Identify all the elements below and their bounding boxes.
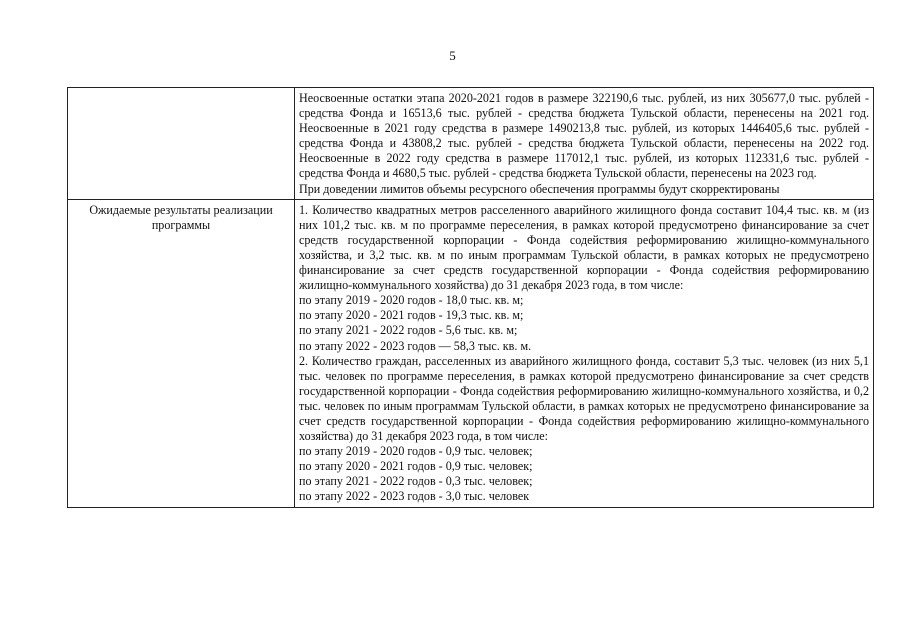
funding-carryover-paragraph: Неосвоенные остатки этапа 2020-2021 годов в размере 322190,6 тыс. рублей, из них 305677,0 тыс. рублей - средства Фонда и 16513,6 тыс. рублей - средства бюджета Тульской области, перенесены на 2021 год. Неосвоенные в 2021 году средства в размере 1490213,8 тыс. рублей, из которых 1446405,6 тыс. рублей - средства Фонда и 43808,2 тыс. рублей - средства бюджета Тульской области, перенесены на 2022 год. Неосвоенные в 2022 году средства в размере 117012,1 тыс. рублей, из которых 112331,6 тыс. рублей - средства Фонда и 4680,5 тыс. рублей - средства бюджета Тульской области, перенесены на 2023 год.: [299, 91, 869, 181]
result-2-people-paragraph: 2. Количество граждан, расселенных из аварийного жилищного фонда, составит 5,3 тыс. человек (из них 5,1 тыс. человек по программе переселения, в рамках которой предусмотрено финансирование за счет средств государственной корпорации - Фонда содействия реформированию жилищно-коммунального хозяйства, и 0,2 тыс. человек по иным программам Тульской области, в рамках которых не предусмотрено финансирование за счет средств государственной корпорации - Фонда содействия реформированию жилищно-коммунального хозяйства) до 31 декабря 2023 года, в том числе:: [299, 353, 869, 444]
program-passport-table: [67, 87, 874, 508]
result-1-stage-line: по этапу 2021 - 2022 годов - 5,6 тыс. кв. м;: [299, 323, 518, 338]
result-1-stage-line: по этапу 2020 - 2021 годов - 19,3 тыс. кв. м;: [299, 308, 524, 323]
result-1-stage-line: по этапу 2019 - 2020 годов - 18,0 тыс. кв. м;: [299, 293, 524, 308]
result-2-stage-line: по этапу 2020 - 2021 годов - 0,9 тыс. человек;: [299, 459, 533, 474]
table-cell-funding-content: [295, 88, 874, 200]
result-2-stage-line: по этапу 2021 - 2022 годов - 0,3 тыс. человек;: [299, 474, 533, 489]
expected-results-content: [295, 199, 874, 507]
result-2-stage-line: по этапу 2022 - 2023 годов - 3,0 тыс. человек: [299, 489, 530, 504]
result-1-stage-line: по этапу 2022 - 2023 годов — 58,3 тыс. кв. м.: [299, 338, 532, 353]
table-row-funding-note: [68, 88, 874, 200]
result-2-stage-line: по этапу 2019 - 2020 годов - 0,9 тыс. человек;: [299, 444, 533, 459]
page-number: 5: [449, 48, 456, 63]
table-row-expected-results: [68, 199, 874, 507]
table-cell-label-empty: [68, 88, 295, 200]
result-1-area-paragraph: 1. Количество квадратных метров расселенного аварийного жилищного фонда составит 104,4 тыс. кв. м (из них 101,2 тыс. кв. м по программе переселения, в рамках которой предусмотрено финансирование за счет средств государственной корпорации - Фонда содействия реформированию жилищно-коммунального хозяйства, и 3,2 тыс. кв. м по иным программам Тульской области, в рамках которых не предусмотрено финансирование за счет средств государственной корпорации - Фонда содействия реформированию жилищно-коммунального хозяйства) до 31 декабря 2023 года, в том числе:: [299, 202, 869, 293]
expected-results-label: Ожидаемые результаты реализации программы: [68, 199, 295, 507]
funding-adjustment-paragraph: При доведении лимитов объемы ресурсного обеспечения программы будут скорректированы: [299, 181, 780, 196]
